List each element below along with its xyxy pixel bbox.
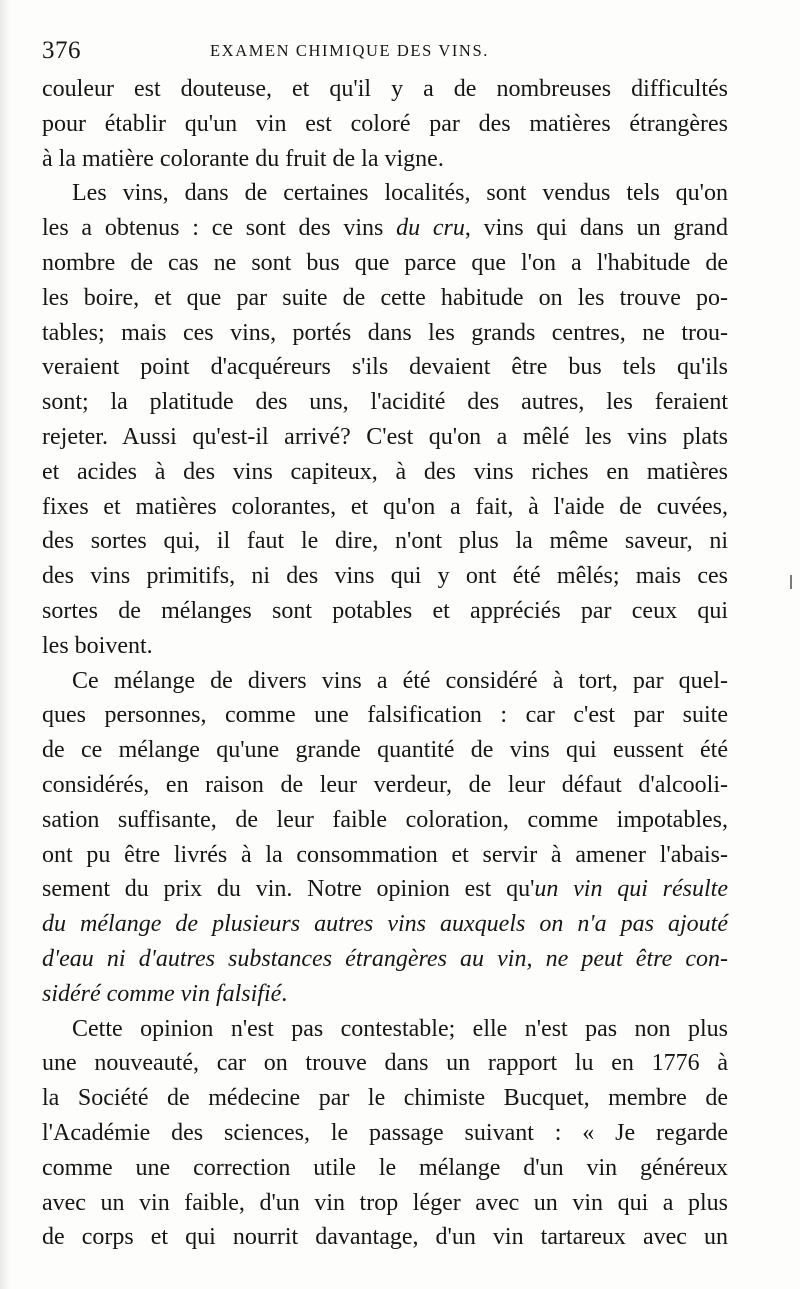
text-line: les boivent. [42,632,153,659]
text-line: à la matière colorante du fruit de la vigne. [42,145,444,172]
paragraph-start-line: Cette opinion n'est pas contestable; elle n'est pas non plus [72,1015,728,1042]
text-line: sont; la platitude des uns, l'acidité des autres, les feraient [42,389,728,416]
body-text [42,72,728,1255]
text-line: ont pu être livrés à la consommation et servir à amener l'abais- [42,841,728,868]
page-header [42,36,732,66]
text-line: tables; mais ces vins, portés dans les grands centres, ne trou- [42,319,728,346]
text-line: avec un vin faible, d'un vin trop léger avec un vin qui a plus [42,1189,728,1216]
text-line: veraient point d'acquéreurs s'ils devaient être bus tels qu'ils [42,354,728,381]
text-line: nombre de cas ne sont bus que parce que l'on a l'habitude de [42,249,728,276]
italic-quote-start: un vin qui résulte [534,876,728,903]
text-line: l'Académie des sciences, le passage suivant : « Je regarde [42,1119,728,1146]
italic-text-line: sidéré comme vin falsifié. [42,980,288,1007]
text-line: de ce mélange qu'une grande quantité de vins qui eussent été [42,737,728,764]
text-line: les a obtenus : ce sont des vins du cru, vins qui dans un grand [42,215,729,242]
page-number: 376 [42,37,81,64]
text-line: sortes de mélanges sont potables et appréciés par ceux qui [42,597,728,624]
text-line: et acides à des vins capiteux, à des vins riches en matières [42,458,728,485]
text-line: sation suffisante, de leur faible coloration, comme impotables, [42,806,728,833]
margin-mark [790,575,792,589]
text-line: les boire, et que par suite de cette habitude on les trouve po- [42,284,728,311]
text-line: des vins primitifs, ni des vins qui y ont été mêlés; mais ces [42,563,728,590]
page-gutter-shadow [0,0,10,1289]
italic-du-cru: du cru [396,215,465,242]
italic-text-line: du mélange de plusieurs autres vins auxquels on n'a pas ajouté [42,911,728,938]
text-line: fixes et matières colorantes, et qu'on a fait, à l'aide de cuvées, [42,493,728,520]
text-line: comme une correction utile le mélange d'un vin généreux [42,1154,728,1181]
italic-text-line: d'eau ni d'autres substances étrangères au vin, ne peut être con- [42,945,728,972]
paragraph-start-line: Ce mélange de divers vins a été considéré à tort, par quel- [72,667,728,694]
text-line: de corps et qui nourrit davantage, d'un vin tartareux avec un [42,1224,728,1251]
paragraph-start-line: Les vins, dans de certaines localités, sont vendus tels qu'on [72,180,728,207]
text-line: la Société de médecine par le chimiste Bucquet, membre de [42,1085,728,1112]
text-line: des sortes qui, il faut le dire, n'ont plus la même saveur, ni [42,528,728,555]
running-head: EXAMEN CHIMIQUE DES VINS. [210,41,489,60]
text-line: couleur est douteuse, et qu'il y a de nombreuses difficultés [42,76,728,102]
text-line: rejeter. Aussi qu'est-il arrivé? C'est qu'on a mêlé les vins plats [42,423,728,450]
text-line: une nouveauté, car on trouve dans un rapport lu en 1776 à [42,1050,728,1077]
text-line: considérés, en raison de leur verdeur, de leur défaut d'alcooli- [42,771,728,798]
text-line: sement du prix du vin. Notre opinion est qu'un vin qui résulte [42,876,728,903]
text-line: ques personnes, comme une falsification : car c'est par suite [42,702,728,729]
text-line: pour établir qu'un vin est coloré par des matières étrangères [42,110,728,137]
